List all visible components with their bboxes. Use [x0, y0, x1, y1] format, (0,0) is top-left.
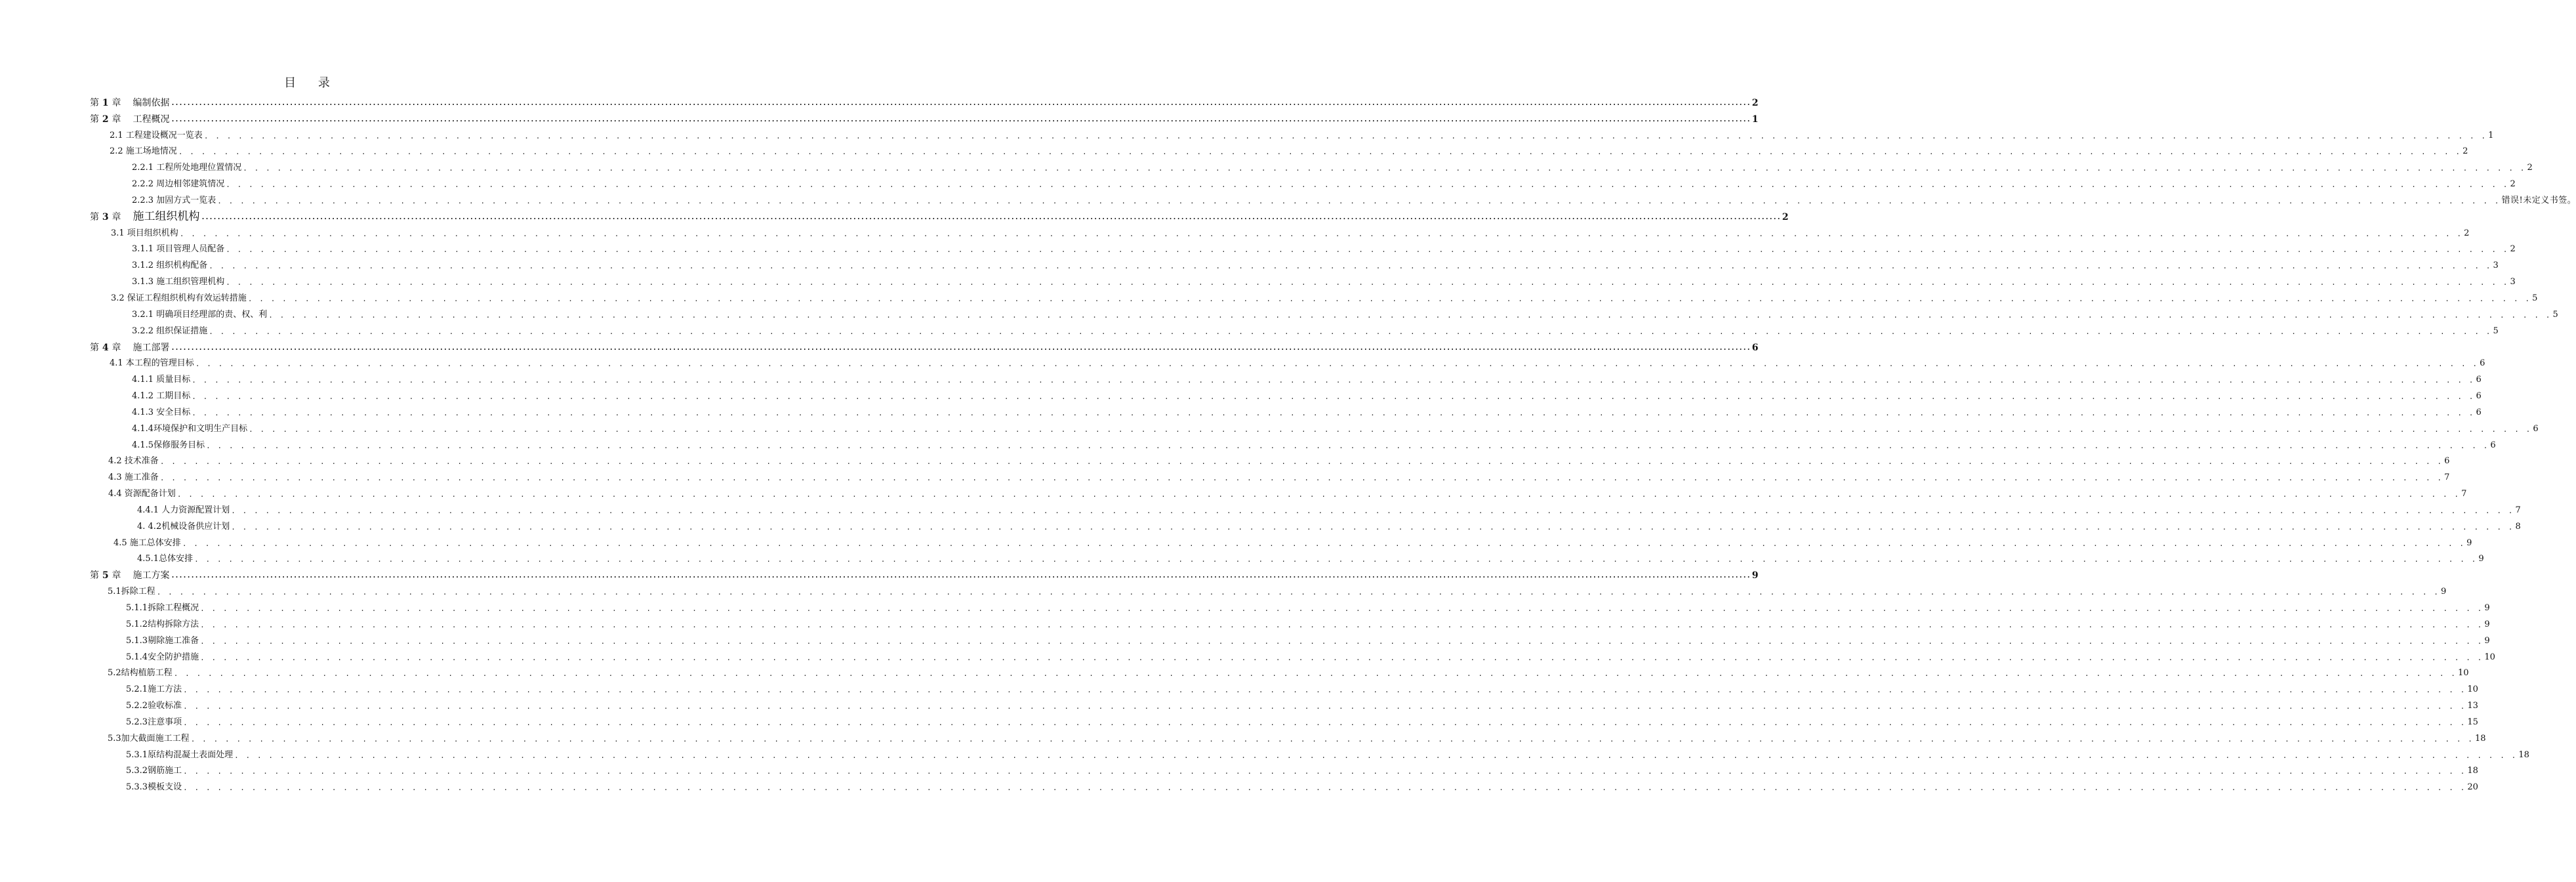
toc-entry[interactable]	[90, 141, 2468, 158]
page-number: 6	[2533, 423, 2539, 434]
toc-entry[interactable]	[90, 369, 2482, 385]
toc-entry[interactable]	[90, 679, 2478, 695]
toc-entry[interactable]	[90, 385, 2482, 402]
toc-entry[interactable]	[90, 646, 2495, 663]
section-title: 3.1.1 项目管理人员配备	[132, 244, 225, 255]
section-title: 3.2.2 组织保证措施	[132, 326, 208, 336]
dot-leader: . . . . . . . . . . . . . . . . . . . . . . . . . . . . . . . . . . . . . . . . . . . . . . . . . . . . . . . . . . . . . . . . . . . . . . . . . . . . . . . . . . . . . . . . . . . . . . . . . . . . . . . . . . . . . . . . . . . . . . . . . . . . . . . . . . . . . . . . . . . . . . . . . . . . . . . . . . . . . . . . . . . . . . . . . . . . . . . . . . . . . . . . . . . . . . . . . . . . . . . .	[173, 669, 2457, 679]
page-number: 1	[2488, 130, 2494, 140]
section-title: 5.3.2钢筋施工	[126, 766, 182, 776]
page-number: 9	[2478, 554, 2484, 564]
section-title: 2.2.2 周边相邻建筑情况	[132, 179, 225, 190]
chapter-title: 施工组织机构	[133, 209, 200, 223]
page-number: 5	[2532, 293, 2538, 303]
toc-entry[interactable]	[90, 581, 2447, 597]
section-title: 4. 4.2机械设备供应计划	[137, 521, 230, 532]
dot-leader: . . . . . . . . . . . . . . . . . . . . . . . . . . . . . . . . . . . . . . . . . . . . . . . . . . . . . . . . . . . . . . . . . . . . . . . . . . . . . . . . . . . . . . . . . . . . . . . . . . . . . . . . . . . . . . . . . . . . . . . . . . . . . . . . . . . . . . . . . . . . . . . . . . . . . . . . . . . . . . . . . . . . . . . . . . . . . . . . . . . . . . . . . . . . . . . . . . . . . . . .	[179, 229, 2463, 238]
page-number: 6	[2480, 358, 2485, 369]
dot-leader: . . . . . . . . . . . . . . . . . . . . . . . . . . . . . . . . . . . . . . . . . . . . . . . . . . . . . . . . . . . . . . . . . . . . . . . . . . . . . . . . . . . . . . . . . . . . . . . . . . . . . . . . . . . . . . . . . . . . . . . . . . . . . . . . . . . . . . . . . . . . . . . . . . . . . . . . . . . . . . . . . . . . . . . . . . . . . . . . . . . . . . . . . . . . . . . . . . . . . . . .	[243, 164, 2526, 173]
toc-chapter-entry[interactable]	[90, 564, 1759, 581]
section-title: 4.5.1总体安排	[137, 554, 194, 564]
toc-entry[interactable]	[90, 157, 2533, 173]
dot-leader: . . . . . . . . . . . . . . . . . . . . . . . . . . . . . . . . . . . . . . . . . . . . . . . . . . . . . . . . . . . . . . . . . . . . . . . . . . . . . . . . . . . . . . . . . . . . . . . . . . . . . . . . . . . . . . . . . . . . . . . . . . . . . . . . . . . . . . . . . . . . . . . . . . . . . . . . . . . . . . . . . . . . . . . . . . . . . . . . . . . . . . . . . . . . . . . . . . . . . . . .	[182, 539, 2466, 548]
page-number: 10	[2458, 668, 2469, 679]
page-number: 18	[2467, 766, 2478, 776]
toc-entry[interactable]	[90, 516, 2521, 532]
chapter-prefix: 第	[90, 342, 99, 353]
toc-entry[interactable]	[90, 222, 2470, 239]
page-number: 6	[2490, 440, 2496, 450]
dot-leader: . . . . . . . . . . . . . . . . . . . . . . . . . . . . . . . . . . . . . . . . . . . . . . . . . . . . . . . . . . . . . . . . . . . . . . . . . . . . . . . . . . . . . . . . . . . . . . . . . . . . . . . . . . . . . . . . . . . . . . . . . . . . . . . . . . . . . . . . . . . . . . . . . . . . . . . . . . . . . . . . . . . . . . . . . . . . . . . . . . . . . . . . . . . . . . . . . . . . . . . .	[195, 360, 2479, 369]
page-number: 6	[2444, 456, 2450, 467]
dot-leader: ................................................................................................................................................................................................................................................................................................................................................................................................................	[201, 213, 1781, 221]
section-title: 5.1拆除工程	[108, 587, 155, 597]
chapter-label	[90, 570, 170, 581]
section-title: 4.1.1 质量目标	[132, 375, 191, 385]
chapter-suffix: 章	[112, 211, 121, 222]
toc-entry[interactable]	[90, 287, 2538, 304]
chapter-suffix: 章	[112, 114, 121, 125]
section-title: 2.1 工程建设概况一览表	[110, 130, 203, 140]
dot-leader: . . . . . . . . . . . . . . . . . . . . . . . . . . . . . . . . . . . . . . . . . . . . . . . . . . . . . . . . . . . . . . . . . . . . . . . . . . . . . . . . . . . . . . . . . . . . . . . . . . . . . . . . . . . . . . . . . . . . . . . . . . . . . . . . . . . . . . . . . . . . . . . . . . . . . . . . . . . . . . . . . . . . . . . . . . . . . . . . . . . . . . . . . . . . . . . . . . . . . . . .	[192, 392, 2475, 402]
dot-leader: . . . . . . . . . . . . . . . . . . . . . . . . . . . . . . . . . . . . . . . . . . . . . . . . . . . . . . . . . . . . . . . . . . . . . . . . . . . . . . . . . . . . . . . . . . . . . . . . . . . . . . . . . . . . . . . . . . . . . . . . . . . . . . . . . . . . . . . . . . . . . . . . . . . . . . . . . . . . . . . . . . . . . . . . . . . . . . . . . . . . . . . . . . . . . . . . . . . . . . . .	[190, 734, 2474, 744]
toc-entry[interactable]	[90, 451, 2450, 467]
chapter-title: 工程概况	[133, 114, 170, 125]
toc-entry[interactable]	[90, 255, 2499, 271]
dot-leader: . . . . . . . . . . . . . . . . . . . . . . . . . . . . . . . . . . . . . . . . . . . . . . . . . . . . . . . . . . . . . . . . . . . . . . . . . . . . . . . . . . . . . . . . . . . . . . . . . . . . . . . . . . . . . . . . . . . . . . . . . . . . . . . . . . . . . . . . . . . . . . . . . . . . . . . . . . . . . . . . . . . . . . . . . . . . . . . . . . . . . . . . . . . . . . . . . . . . . . . .	[200, 604, 2484, 613]
dot-leader: . . . . . . . . . . . . . . . . . . . . . . . . . . . . . . . . . . . . . . . . . . . . . . . . . . . . . . . . . . . . . . . . . . . . . . . . . . . . . . . . . . . . . . . . . . . . . . . . . . . . . . . . . . . . . . . . . . . . . . . . . . . . . . . . . . . . . . . . . . . . . . . . . . . . . . . . . . . . . . . . . . . . . . . . . . . . . . . . . . . . . . . . . . . . . . . . . . . . . . . .	[231, 506, 2514, 515]
page-number: 7	[2444, 472, 2450, 483]
chapter-prefix: 第	[90, 570, 99, 581]
section-title: 3.2.1 明确项目经理部的责、权、利	[132, 309, 268, 320]
chapter-prefix: 第	[90, 211, 99, 222]
chapter-title: 施工方案	[133, 570, 170, 581]
page-number: 6	[2476, 391, 2482, 402]
page-number: 8	[2515, 521, 2521, 532]
dot-leader: . . . . . . . . . . . . . . . . . . . . . . . . . . . . . . . . . . . . . . . . . . . . . . . . . . . . . . . . . . . . . . . . . . . . . . . . . . . . . . . . . . . . . . . . . . . . . . . . . . . . . . . . . . . . . . . . . . . . . . . . . . . . . . . . . . . . . . . . . . . . . . . . . . . . . . . . . . . . . . . . . . . . . . . . . . . . . . . . . . . . . . . . . . . . . . . . . . . . . . . .	[183, 784, 2466, 793]
section-title: 2.2.3 加固方式一览表	[132, 195, 216, 205]
page-number: 9	[2484, 603, 2490, 613]
section-title: 5.1.4安全防护措施	[126, 652, 199, 662]
dot-leader: . . . . . . . . . . . . . . . . . . . . . . . . . . . . . . . . . . . . . . . . . . . . . . . . . . . . . . . . . . . . . . . . . . . . . . . . . . . . . . . . . . . . . . . . . . . . . . . . . . . . . . . . . . . . . . . . . . . . . . . . . . . . . . . . . . . . . . . . . . . . . . . . . . . . . . . . . . . . . . . . . . . . . . . . . . . . . . . . . . . . . . . . . . . . . . . . . . . . . . . .	[226, 180, 2509, 190]
chapter-title: 施工部署	[133, 342, 170, 353]
toc-entry[interactable]	[90, 728, 2486, 744]
dot-leader: . . . . . . . . . . . . . . . . . . . . . . . . . . . . . . . . . . . . . . . . . . . . . . . . . . . . . . . . . . . . . . . . . . . . . . . . . . . . . . . . . . . . . . . . . . . . . . . . . . . . . . . . . . . . . . . . . . . . . . . . . . . . . . . . . . . . . . . . . . . . . . . . . . . . . . . . . . . . . . . . . . . . . . . . . . . . . . . . . . . . . . . . . . . . . . . . . . . . . . . .	[247, 294, 2531, 303]
toc-entry[interactable]	[90, 744, 2529, 761]
dot-leader: . . . . . . . . . . . . . . . . . . . . . . . . . . . . . . . . . . . . . . . . . . . . . . . . . . . . . . . . . . . . . . . . . . . . . . . . . . . . . . . . . . . . . . . . . . . . . . . . . . . . . . . . . . . . . . . . . . . . . . . . . . . . . . . . . . . . . . . . . . . . . . . . . . . . . . . . . . . . . . . . . . . . . . . . . . . . . . . . . . . . . . . . . . . . . . . . . . . . . . . .	[159, 474, 2443, 483]
section-title: 5.2.3注意事项	[126, 717, 182, 727]
page-number: 6	[2476, 407, 2482, 417]
toc-entry[interactable]	[90, 320, 2499, 337]
section-title: 4.4 资源配备计划	[108, 489, 176, 499]
dot-leader: . . . . . . . . . . . . . . . . . . . . . . . . . . . . . . . . . . . . . . . . . . . . . . . . . . . . . . . . . . . . . . . . . . . . . . . . . . . . . . . . . . . . . . . . . . . . . . . . . . . . . . . . . . . . . . . . . . . . . . . . . . . . . . . . . . . . . . . . . . . . . . . . . . . . . . . . . . . . . . . . . . . . . . . . . . . . . . . . . . . . . . . . . . . . . . . . . . . . . . . .	[231, 522, 2514, 532]
page-number: 9	[2484, 619, 2490, 629]
section-title: 5.1.3剔除施工准备	[126, 635, 199, 646]
section-title: 5.1.1拆除工程概况	[126, 603, 199, 613]
dot-leader: ................................................................................................................................................................................................................................................................................................................................................................................................................	[171, 116, 1751, 123]
section-title: 4.5 施工总体安排	[113, 537, 181, 548]
toc-chapter-entry[interactable]	[90, 206, 1789, 223]
chapter-number: 1	[99, 97, 112, 108]
chapter-label	[90, 211, 200, 222]
chapter-label	[90, 114, 170, 125]
page-number: 18	[2518, 749, 2529, 760]
section-title: 4.1.2 工期目标	[132, 391, 191, 402]
page-number: 3	[2493, 261, 2499, 271]
dot-leader: . . . . . . . . . . . . . . . . . . . . . . . . . . . . . . . . . . . . . . . . . . . . . . . . . . . . . . . . . . . . . . . . . . . . . . . . . . . . . . . . . . . . . . . . . . . . . . . . . . . . . . . . . . . . . . . . . . . . . . . . . . . . . . . . . . . . . . . . . . . . . . . . . . . . . . . . . . . . . . . . . . . . . . . . . . . . . . . . . . . . . . . . . . . . . . . . . . . . . . . .	[183, 702, 2466, 711]
section-title: 5.2.2验收标准	[126, 701, 182, 711]
section-title: 5.3加大截面施工工程	[108, 733, 190, 744]
dot-leader: . . . . . . . . . . . . . . . . . . . . . . . . . . . . . . . . . . . . . . . . . . . . . . . . . . . . . . . . . . . . . . . . . . . . . . . . . . . . . . . . . . . . . . . . . . . . . . . . . . . . . . . . . . . . . . . . . . . . . . . . . . . . . . . . . . . . . . . . . . . . . . . . . . . . . . . . . . . . . . . . . . . . . . . . . . . . . . . . . . . . . . . . . . . . . . . . . . . . . . . .	[178, 148, 2462, 157]
toc-entry[interactable]	[90, 304, 2558, 320]
chapter-number: 4	[99, 342, 112, 353]
page-number: 9	[1751, 570, 1759, 581]
page-number: 2	[2464, 228, 2470, 238]
table-of-contents	[90, 92, 2576, 793]
dot-leader: . . . . . . . . . . . . . . . . . . . . . . . . . . . . . . . . . . . . . . . . . . . . . . . . . . . . . . . . . . . . . . . . . . . . . . . . . . . . . . . . . . . . . . . . . . . . . . . . . . . . . . . . . . . . . . . . . . . . . . . . . . . . . . . . . . . . . . . . . . . . . . . . . . . . . . . . . . . . . . . . . . . . . . . . . . . . . . . . . . . . . . . . . . . . . . . . . . . . . . . .	[192, 376, 2475, 385]
section-title: 5.3.1原结构混凝土表面处理	[126, 749, 234, 760]
page-number: 2	[1782, 211, 1789, 222]
section-title: 4.1.5保修服务目标	[132, 440, 205, 450]
toc-entry[interactable]	[90, 467, 2450, 483]
dot-leader: ................................................................................................................................................................................................................................................................................................................................................................................................................	[171, 99, 1751, 107]
section-title: 3.1 项目组织机构	[111, 228, 178, 238]
toc-entry[interactable]	[90, 190, 2576, 206]
toc-entry[interactable]	[90, 695, 2478, 711]
chapter-suffix: 章	[112, 97, 121, 108]
page-number: 2	[1751, 97, 1759, 108]
page-number: 9	[2484, 635, 2490, 646]
page-number: 6	[2476, 375, 2482, 385]
page-number: 15	[2467, 717, 2478, 727]
page-number: 7	[2515, 505, 2521, 515]
section-title: 2.2 施工场地情况	[110, 146, 177, 157]
chapter-suffix: 章	[112, 570, 121, 581]
page-number: 5	[2552, 309, 2558, 320]
page-number: 3	[2510, 277, 2516, 287]
chapter-number: 3	[99, 211, 112, 222]
dot-leader: . . . . . . . . . . . . . . . . . . . . . . . . . . . . . . . . . . . . . . . . . . . . . . . . . . . . . . . . . . . . . . . . . . . . . . . . . . . . . . . . . . . . . . . . . . . . . . . . . . . . . . . . . . . . . . . . . . . . . . . . . . . . . . . . . . . . . . . . . . . . . . . . . . . . . . . . . . . . . . . . . . . . . . . . . . . . . . . . . . . . . . . . . . . . . . . . . . . . . . . .	[217, 196, 2501, 205]
dot-leader: . . . . . . . . . . . . . . . . . . . . . . . . . . . . . . . . . . . . . . . . . . . . . . . . . . . . . . . . . . . . . . . . . . . . . . . . . . . . . . . . . . . . . . . . . . . . . . . . . . . . . . . . . . . . . . . . . . . . . . . . . . . . . . . . . . . . . . . . . . . . . . . . . . . . . . . . . . . . . . . . . . . . . . . . . . . . . . . . . . . . . . . . . . . . . . . . . . . . . . . .	[176, 490, 2461, 499]
toc-entry[interactable]	[90, 532, 2472, 549]
dot-leader: . . . . . . . . . . . . . . . . . . . . . . . . . . . . . . . . . . . . . . . . . . . . . . . . . . . . . . . . . . . . . . . . . . . . . . . . . . . . . . . . . . . . . . . . . . . . . . . . . . . . . . . . . . . . . . . . . . . . . . . . . . . . . . . . . . . . . . . . . . . . . . . . . . . . . . . . . . . . . . . . . . . . . . . . . . . . . . . . . . . . . . . . . . . . . . . . . . . . . . . .	[192, 408, 2475, 417]
dot-leader: . . . . . . . . . . . . . . . . . . . . . . . . . . . . . . . . . . . . . . . . . . . . . . . . . . . . . . . . . . . . . . . . . . . . . . . . . . . . . . . . . . . . . . . . . . . . . . . . . . . . . . . . . . . . . . . . . . . . . . . . . . . . . . . . . . . . . . . . . . . . . . . . . . . . . . . . . . . . . . . . . . . . . . . . . . . . . . . . . . . . . . . . . . . . . . . . . . . . . . . .	[226, 278, 2509, 287]
section-title: 3.1.3 施工组织管理机构	[132, 277, 225, 287]
dot-leader: . . . . . . . . . . . . . . . . . . . . . . . . . . . . . . . . . . . . . . . . . . . . . . . . . . . . . . . . . . . . . . . . . . . . . . . . . . . . . . . . . . . . . . . . . . . . . . . . . . . . . . . . . . . . . . . . . . . . . . . . . . . . . . . . . . . . . . . . . . . . . . . . . . . . . . . . . . . . . . . . . . . . . . . . . . . . . . . . . . . . . . . . . . . . . . . . . . . . . . . .	[249, 425, 2532, 434]
page-number: 2	[2510, 244, 2516, 255]
section-title: 5.2.1施工方法	[126, 684, 182, 695]
toc-entry[interactable]	[90, 630, 2490, 646]
page-number: 2	[2510, 179, 2516, 190]
toc-title: 目 录	[284, 76, 339, 90]
section-title: 4.3 施工准备	[108, 472, 159, 483]
dot-leader: . . . . . . . . . . . . . . . . . . . . . . . . . . . . . . . . . . . . . . . . . . . . . . . . . . . . . . . . . . . . . . . . . . . . . . . . . . . . . . . . . . . . . . . . . . . . . . . . . . . . . . . . . . . . . . . . . . . . . . . . . . . . . . . . . . . . . . . . . . . . . . . . . . . . . . . . . . . . . . . . . . . . . . . . . . . . . . . . . . . . . . . . . . . . . . . . . . . . . . . .	[183, 767, 2466, 776]
dot-leader: . . . . . . . . . . . . . . . . . . . . . . . . . . . . . . . . . . . . . . . . . . . . . . . . . . . . . . . . . . . . . . . . . . . . . . . . . . . . . . . . . . . . . . . . . . . . . . . . . . . . . . . . . . . . . . . . . . . . . . . . . . . . . . . . . . . . . . . . . . . . . . . . . . . . . . . . . . . . . . . . . . . . . . . . . . . . . . . . . . . . . . . . . . . . . . . . . . . . . . . .	[203, 131, 2487, 140]
chapter-prefix: 第	[90, 114, 99, 125]
section-title: 4.1.4环境保护和文明生产目标	[132, 423, 248, 434]
section-title: 4.2 技术准备	[108, 456, 159, 467]
page-number: 9	[2441, 587, 2447, 597]
dot-leader: . . . . . . . . . . . . . . . . . . . . . . . . . . . . . . . . . . . . . . . . . . . . . . . . . . . . . . . . . . . . . . . . . . . . . . . . . . . . . . . . . . . . . . . . . . . . . . . . . . . . . . . . . . . . . . . . . . . . . . . . . . . . . . . . . . . . . . . . . . . . . . . . . . . . . . . . . . . . . . . . . . . . . . . . . . . . . . . . . . . . . . . . . . . . . . . . . . . . . . . .	[183, 718, 2466, 727]
dot-leader: . . . . . . . . . . . . . . . . . . . . . . . . . . . . . . . . . . . . . . . . . . . . . . . . . . . . . . . . . . . . . . . . . . . . . . . . . . . . . . . . . . . . . . . . . . . . . . . . . . . . . . . . . . . . . . . . . . . . . . . . . . . . . . . . . . . . . . . . . . . . . . . . . . . . . . . . . . . . . . . . . . . . . . . . . . . . . . . . . . . . . . . . . . . . . . . . . . . . . . . .	[183, 686, 2466, 695]
dot-leader: . . . . . . . . . . . . . . . . . . . . . . . . . . . . . . . . . . . . . . . . . . . . . . . . . . . . . . . . . . . . . . . . . . . . . . . . . . . . . . . . . . . . . . . . . . . . . . . . . . . . . . . . . . . . . . . . . . . . . . . . . . . . . . . . . . . . . . . . . . . . . . . . . . . . . . . . . . . . . . . . . . . . . . . . . . . . . . . . . . . . . . . . . . . . . . . . . . . . . . . .	[156, 588, 2440, 597]
toc-entry[interactable]	[90, 434, 2496, 451]
section-title: 3.2 保证工程组织机构有效运转措施	[111, 293, 247, 303]
dot-leader: . . . . . . . . . . . . . . . . . . . . . . . . . . . . . . . . . . . . . . . . . . . . . . . . . . . . . . . . . . . . . . . . . . . . . . . . . . . . . . . . . . . . . . . . . . . . . . . . . . . . . . . . . . . . . . . . . . . . . . . . . . . . . . . . . . . . . . . . . . . . . . . . . . . . . . . . . . . . . . . . . . . . . . . . . . . . . . . . . . . . . . . . . . . . . . . . . . . . . . . .	[194, 555, 2478, 564]
page-number: 1	[1751, 114, 1759, 125]
toc-entry[interactable]	[90, 271, 2516, 287]
toc-chapter-entry[interactable]	[90, 337, 1759, 353]
section-title: 4.1 本工程的管理目标	[110, 358, 194, 369]
toc-entry[interactable]	[90, 711, 2478, 728]
page-number: 13	[2467, 701, 2478, 711]
toc-entry[interactable]	[90, 761, 2478, 777]
page-number: 18	[2475, 733, 2486, 744]
page-number: 2	[2527, 163, 2533, 173]
toc-entry[interactable]	[90, 239, 2516, 255]
toc-chapter-entry[interactable]	[90, 92, 1759, 108]
section-title: 5.1.2结构拆除方法	[126, 619, 199, 629]
section-title: 4.1.3 安全目标	[132, 407, 191, 417]
page-number: 错误!未定义书签。	[2501, 195, 2576, 205]
page-number: 7	[2461, 489, 2467, 499]
page-number: 9	[2466, 537, 2472, 548]
toc-entry[interactable]	[90, 418, 2539, 434]
chapter-suffix: 章	[112, 342, 121, 353]
page-number: 10	[2467, 684, 2478, 695]
toc-entry[interactable]	[90, 125, 2494, 141]
dot-leader: . . . . . . . . . . . . . . . . . . . . . . . . . . . . . . . . . . . . . . . . . . . . . . . . . . . . . . . . . . . . . . . . . . . . . . . . . . . . . . . . . . . . . . . . . . . . . . . . . . . . . . . . . . . . . . . . . . . . . . . . . . . . . . . . . . . . . . . . . . . . . . . . . . . . . . . . . . . . . . . . . . . . . . . . . . . . . . . . . . . . . . . . . . . . . . . . . . . . . . . .	[200, 637, 2484, 646]
toc-entry[interactable]	[90, 663, 2469, 679]
section-title: 3.1.2 组织机构配备	[132, 261, 208, 271]
page-number: 5	[2493, 326, 2499, 336]
toc-entry[interactable]	[90, 499, 2521, 516]
toc-entry[interactable]	[90, 549, 2484, 565]
chapter-prefix: 第	[90, 97, 99, 108]
dot-leader: ................................................................................................................................................................................................................................................................................................................................................................................................................	[171, 572, 1751, 580]
chapter-title: 编制依据	[133, 97, 170, 108]
toc-entry[interactable]	[90, 173, 2516, 190]
dot-leader: . . . . . . . . . . . . . . . . . . . . . . . . . . . . . . . . . . . . . . . . . . . . . . . . . . . . . . . . . . . . . . . . . . . . . . . . . . . . . . . . . . . . . . . . . . . . . . . . . . . . . . . . . . . . . . . . . . . . . . . . . . . . . . . . . . . . . . . . . . . . . . . . . . . . . . . . . . . . . . . . . . . . . . . . . . . . . . . . . . . . . . . . . . . . . . . . . . . . . . . .	[234, 751, 2518, 760]
dot-leader: . . . . . . . . . . . . . . . . . . . . . . . . . . . . . . . . . . . . . . . . . . . . . . . . . . . . . . . . . . . . . . . . . . . . . . . . . . . . . . . . . . . . . . . . . . . . . . . . . . . . . . . . . . . . . . . . . . . . . . . . . . . . . . . . . . . . . . . . . . . . . . . . . . . . . . . . . . . . . . . . . . . . . . . . . . . . . . . . . . . . . . . . . . . . . . . . . . . . . . . .	[226, 245, 2509, 255]
dot-leader: . . . . . . . . . . . . . . . . . . . . . . . . . . . . . . . . . . . . . . . . . . . . . . . . . . . . . . . . . . . . . . . . . . . . . . . . . . . . . . . . . . . . . . . . . . . . . . . . . . . . . . . . . . . . . . . . . . . . . . . . . . . . . . . . . . . . . . . . . . . . . . . . . . . . . . . . . . . . . . . . . . . . . . . . . . . . . . . . . . . . . . . . . . . . . . . . . . . . . . . .	[268, 310, 2552, 320]
section-title: 5.3.3模板支设	[126, 782, 182, 793]
chapter-label	[90, 343, 170, 353]
toc-entry[interactable]	[90, 353, 2485, 369]
page-number: 2	[2463, 146, 2468, 157]
page-number: 10	[2484, 652, 2495, 662]
dot-leader: ................................................................................................................................................................................................................................................................................................................................................................................................................	[171, 344, 1751, 352]
dot-leader: . . . . . . . . . . . . . . . . . . . . . . . . . . . . . . . . . . . . . . . . . . . . . . . . . . . . . . . . . . . . . . . . . . . . . . . . . . . . . . . . . . . . . . . . . . . . . . . . . . . . . . . . . . . . . . . . . . . . . . . . . . . . . . . . . . . . . . . . . . . . . . . . . . . . . . . . . . . . . . . . . . . . . . . . . . . . . . . . . . . . . . . . . . . . . . . . . . . . . . . .	[200, 653, 2484, 662]
dot-leader: . . . . . . . . . . . . . . . . . . . . . . . . . . . . . . . . . . . . . . . . . . . . . . . . . . . . . . . . . . . . . . . . . . . . . . . . . . . . . . . . . . . . . . . . . . . . . . . . . . . . . . . . . . . . . . . . . . . . . . . . . . . . . . . . . . . . . . . . . . . . . . . . . . . . . . . . . . . . . . . . . . . . . . . . . . . . . . . . . . . . . . . . . . . . . . . . . . . . . . . .	[209, 327, 2492, 336]
section-title: 2.2.1 工程所处地理位置情况	[132, 163, 242, 173]
dot-leader: . . . . . . . . . . . . . . . . . . . . . . . . . . . . . . . . . . . . . . . . . . . . . . . . . . . . . . . . . . . . . . . . . . . . . . . . . . . . . . . . . . . . . . . . . . . . . . . . . . . . . . . . . . . . . . . . . . . . . . . . . . . . . . . . . . . . . . . . . . . . . . . . . . . . . . . . . . . . . . . . . . . . . . . . . . . . . . . . . . . . . . . . . . . . . . . . . . . . . . . .	[209, 262, 2492, 271]
page-number: 6	[1751, 342, 1759, 353]
dot-leader: . . . . . . . . . . . . . . . . . . . . . . . . . . . . . . . . . . . . . . . . . . . . . . . . . . . . . . . . . . . . . . . . . . . . . . . . . . . . . . . . . . . . . . . . . . . . . . . . . . . . . . . . . . . . . . . . . . . . . . . . . . . . . . . . . . . . . . . . . . . . . . . . . . . . . . . . . . . . . . . . . . . . . . . . . . . . . . . . . . . . . . . . . . . . . . . . . . . . . . . .	[159, 457, 2443, 467]
toc-entry[interactable]	[90, 776, 2478, 793]
dot-leader: . . . . . . . . . . . . . . . . . . . . . . . . . . . . . . . . . . . . . . . . . . . . . . . . . . . . . . . . . . . . . . . . . . . . . . . . . . . . . . . . . . . . . . . . . . . . . . . . . . . . . . . . . . . . . . . . . . . . . . . . . . . . . . . . . . . . . . . . . . . . . . . . . . . . . . . . . . . . . . . . . . . . . . . . . . . . . . . . . . . . . . . . . . . . . . . . . . . . . . . .	[206, 441, 2489, 450]
toc-entry[interactable]	[90, 402, 2482, 418]
toc-entry[interactable]	[90, 597, 2490, 614]
toc-entry[interactable]	[90, 483, 2467, 499]
section-title: 5.2结构植筋工程	[108, 668, 173, 679]
page-number: 20	[2467, 782, 2478, 793]
dot-leader: . . . . . . . . . . . . . . . . . . . . . . . . . . . . . . . . . . . . . . . . . . . . . . . . . . . . . . . . . . . . . . . . . . . . . . . . . . . . . . . . . . . . . . . . . . . . . . . . . . . . . . . . . . . . . . . . . . . . . . . . . . . . . . . . . . . . . . . . . . . . . . . . . . . . . . . . . . . . . . . . . . . . . . . . . . . . . . . . . . . . . . . . . . . . . . . . . . . . . . . .	[200, 620, 2484, 629]
section-title: 4.4.1 人力资源配置计划	[137, 505, 230, 515]
chapter-number: 5	[99, 570, 112, 581]
chapter-label	[90, 98, 170, 108]
toc-chapter-entry[interactable]	[90, 108, 1759, 125]
toc-entry[interactable]	[90, 614, 2490, 630]
chapter-number: 2	[99, 114, 112, 125]
